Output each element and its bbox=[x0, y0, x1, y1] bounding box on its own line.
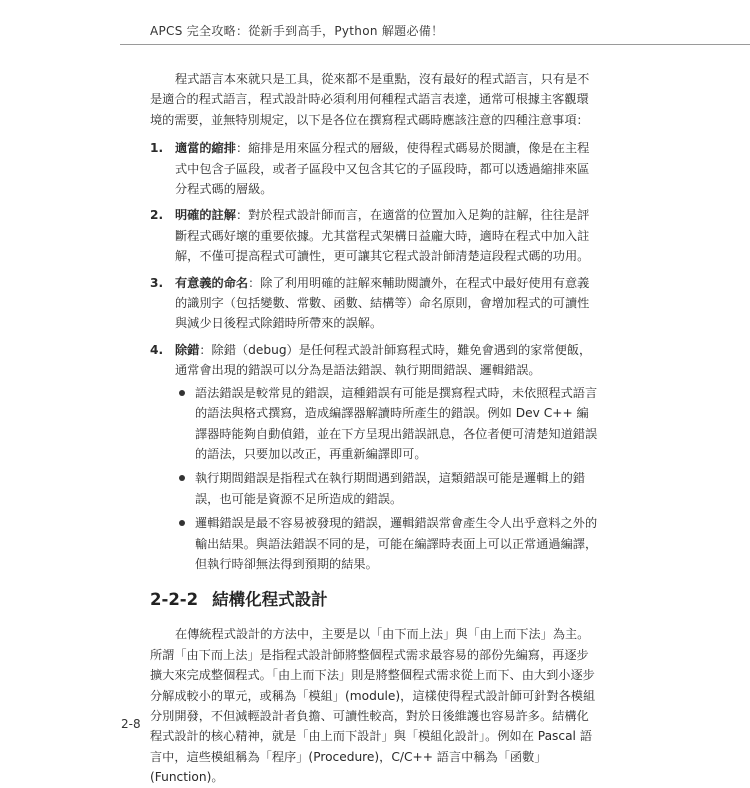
bullet-logic-error bbox=[175, 513, 600, 574]
running-header: APCS 完全攻略：從新手到高手，Python 解題必備！ bbox=[150, 24, 444, 38]
item-title: 除錯 bbox=[175, 342, 200, 357]
item-title: 適當的縮排 bbox=[175, 141, 236, 156]
list-item-comments bbox=[150, 205, 600, 266]
section-heading bbox=[150, 588, 600, 612]
item-text: ：除了利用明確的註解來輔助閱讀外，在程式中最好使用有意義的識別字（包括變數、常數、函數、結構等）命名原則，會增加程式的可讀性與減少日後程式除錯時所帶來的誤解。 bbox=[175, 275, 590, 331]
bullet-runtime-error bbox=[175, 468, 600, 509]
bullet-syntax-error bbox=[175, 383, 600, 465]
bullet-dot-icon bbox=[179, 475, 185, 481]
list-item-naming bbox=[150, 273, 600, 334]
bullet-dot-icon bbox=[179, 390, 185, 396]
item-text: ：除錯（debug）是任何程式設計師寫程式時，難免會遇到的家常便飯，通常會出現的錯誤可以分為是語法錯誤、執行期間錯誤、邏輯錯誤。 bbox=[175, 342, 592, 378]
section-body-paragraph: 在傳統程式設計的方法中，主要是以「由下而上法」與「由上而下法」為主。所謂「由下而上法」是指程式設計師將整個程式需求最容易的部份先編寫，再逐步擴大來完成整個程式。「由上而下法」則是將整個程式需求從上而下、由大到小逐步分解成較小的單元，或稱為「模組」(module)，這樣使得程式設計師可針對各模組分別開發，不但減輕設計者負擔、可讀性較高，對於日後維護也容易許多。結構化程式設計的核心精神，就是「由上而下設計」與「模組化設計」。例如在 Pascal 語言中，這些模組稱為「程序」(Procedure)，C/C++ 語言中稱為「函數」(Function)。 bbox=[150, 627, 596, 785]
item-number: 4. bbox=[150, 342, 164, 357]
item-title: 有意義的命名 bbox=[175, 275, 249, 290]
header-rule bbox=[120, 44, 750, 45]
item-number: 2. bbox=[150, 208, 164, 223]
page-number: 2-8 bbox=[121, 717, 141, 731]
item-number: 1. bbox=[150, 141, 164, 156]
item-text: ：縮排是用來區分程式的層級，使得程式碼易於閱讀，像是在主程式中包含子區段，或者子區段中又包含其它的子區段時，都可以透過縮排來區分程式碼的層級。 bbox=[175, 141, 590, 197]
item-number: 3. bbox=[150, 275, 164, 290]
item-title: 明確的註解 bbox=[175, 208, 236, 223]
bullet-text: 語法錯誤是較常見的錯誤，這種錯誤有可能是撰寫程式時，未依照程式語言的語法與格式撰寫，造成編譯器解讀時所產生的錯誤。例如 Dev C++ 編譯器時能夠自動偵錯，並在下方呈現出錯誤訊息，各位者便可清楚知道錯誤的語法，只要加以改正，再重新編譯即可。 bbox=[195, 385, 598, 461]
section-number: 2-2-2 bbox=[150, 590, 199, 610]
numbered-list bbox=[150, 138, 600, 574]
item-text: ：對於程式設計師而言，在適當的位置加入足夠的註解，往往是評斷程式碼好壞的重要依據。尤其當程式架構日益龐大時，適時在程式中加入註解，不僅可提高程式可讀性，更可讓其它程式設計師清楚這段程式碼的功用。 bbox=[175, 208, 590, 264]
error-types-list bbox=[175, 383, 600, 575]
section-title: 結構化程式設計 bbox=[212, 590, 328, 610]
bullet-dot-icon bbox=[179, 520, 185, 526]
bullet-text: 執行期間錯誤是指程式在執行期間遇到錯誤，這類錯誤可能是邏輯上的錯誤，也可能是資源不足所造成的錯誤。 bbox=[195, 471, 585, 506]
list-item-debugging bbox=[150, 340, 600, 574]
list-item-indentation bbox=[150, 138, 600, 199]
page-content bbox=[150, 69, 600, 788]
bullet-text: 邏輯錯誤是最不容易被發現的錯誤，邏輯錯誤常會產生令人出乎意料之外的輸出結果。與語法錯誤不同的是，可能在編譯時表面上可以正常通過編譯，但執行時卻無法得到預期的結果。 bbox=[195, 516, 598, 571]
intro-paragraph: 程式語言本來就只是工具，從來都不是重點，沒有最好的程式語言，只有是不是適合的程式語言，程式設計時必須利用何種程式語言表達，通常可根據主客觀環境的需要，並無特別規定，以下是各位在撰寫程式碼時應該注意的四種注意事項： bbox=[150, 72, 590, 127]
